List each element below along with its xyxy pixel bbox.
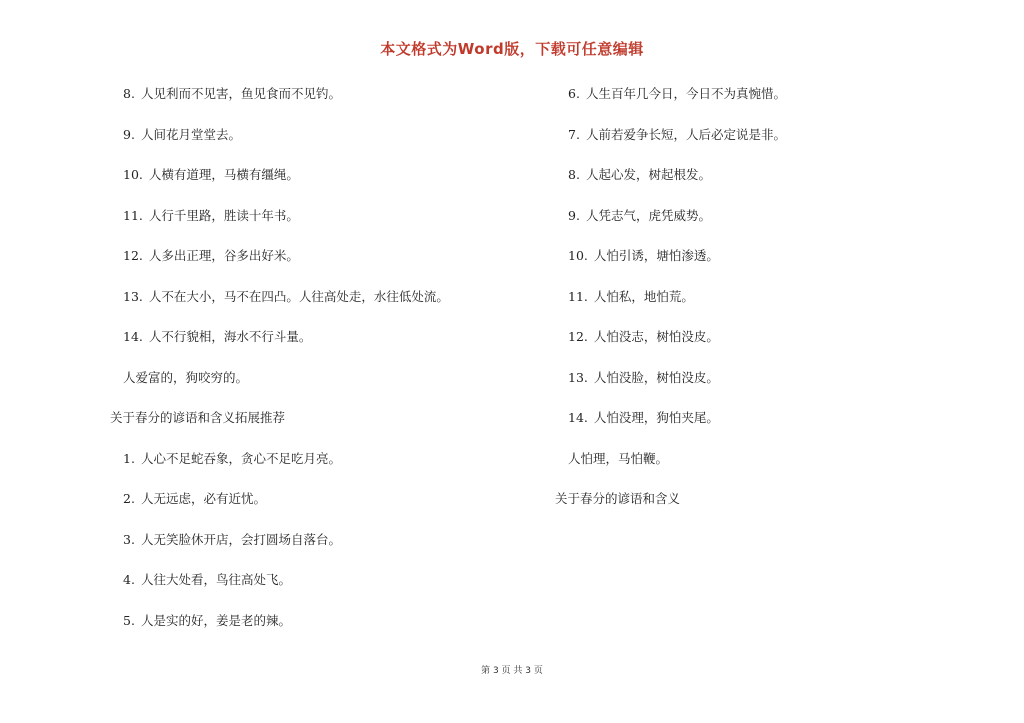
proverb-line — [555, 287, 995, 328]
proverb-text: 人无笑脸休开店，会打圆场自落台。 — [140, 531, 341, 547]
proverb-text: 人前若爱争长短，人后必定说是非。 — [585, 126, 786, 142]
section-heading — [555, 489, 995, 530]
proverb-line — [110, 165, 530, 206]
proverb-text: 人行千里路，胜读十年书。 — [148, 207, 299, 223]
proverb-number: 11. — [568, 288, 588, 304]
proverb-number: 10. — [568, 248, 588, 263]
proverb-number: 1. — [123, 450, 135, 466]
proverb-line — [555, 246, 995, 287]
proverb-line — [555, 449, 995, 490]
proverb-number: 8. — [123, 86, 135, 101]
proverb-line — [110, 84, 530, 125]
proverb-text: 人无远虑，必有近忧。 — [140, 491, 266, 506]
proverb-text: 人爱富的，狗咬穷的。 — [123, 369, 249, 385]
proverb-number: 9. — [568, 207, 580, 223]
section-heading-text: 关于春分的谚语和含义拓展推荐 — [110, 410, 286, 425]
proverb-number: 12. — [568, 329, 588, 344]
proverb-line — [555, 327, 995, 368]
proverb-line — [110, 287, 530, 328]
proverb-text: 人生百年几今日，今日不为真惋惜。 — [585, 86, 786, 101]
left-column — [110, 84, 530, 651]
proverb-text: 人心不足蛇吞象，贪心不足吃月亮。 — [140, 450, 341, 466]
proverb-number: 6. — [568, 86, 580, 101]
proverb-text: 人横有道理，马横有缰绳。 — [148, 167, 299, 182]
right-column — [555, 84, 995, 530]
proverb-number: 5. — [123, 612, 135, 628]
proverb-line — [110, 206, 530, 247]
proverb-text: 人见利而不见害，鱼见食而不见钓。 — [140, 86, 341, 101]
proverb-number: 10. — [123, 167, 143, 182]
proverb-number: 7. — [568, 126, 580, 142]
proverb-text: 人是实的好，姜是老的辣。 — [140, 612, 291, 628]
proverb-number: 8. — [568, 167, 580, 182]
proverb-line — [110, 327, 530, 368]
proverb-number: 14. — [123, 329, 143, 344]
proverb-line — [110, 489, 530, 530]
proverb-text: 人怕理，马怕鞭。 — [568, 450, 669, 466]
proverb-line — [110, 246, 530, 287]
section-heading — [110, 408, 530, 449]
document-header-title: 本文格式为Word版，下载可任意编辑 — [380, 40, 644, 58]
proverb-text: 人怕没志，树怕没皮。 — [593, 329, 719, 344]
proverb-text: 人凭志气，虎凭威势。 — [585, 207, 711, 223]
proverb-text: 人怕没脸，树怕没皮。 — [593, 369, 719, 385]
proverb-text: 人往大处看，鸟往高处飞。 — [140, 572, 291, 587]
proverb-line — [555, 125, 995, 166]
proverb-text: 人多出正理，谷多出好米。 — [148, 248, 299, 263]
proverb-number: 9. — [123, 126, 135, 142]
proverb-text: 人起心发，树起根发。 — [585, 167, 711, 182]
proverb-text: 人不行貌相，海水不行斗量。 — [148, 329, 312, 344]
proverb-line — [555, 408, 995, 449]
proverb-line — [110, 368, 530, 409]
proverb-number: 3. — [123, 531, 135, 547]
proverb-number: 2. — [123, 491, 135, 506]
proverb-text: 人怕私，地怕荒。 — [593, 288, 694, 304]
proverb-text: 人怕没理，狗怕夹尾。 — [593, 410, 719, 425]
proverb-line — [110, 125, 530, 166]
proverb-line — [555, 165, 995, 206]
proverb-line — [555, 84, 995, 125]
proverb-number: 4. — [123, 572, 135, 587]
proverb-line — [555, 206, 995, 247]
section-heading-text: 关于春分的谚语和含义 — [555, 491, 681, 506]
proverb-line — [110, 570, 530, 611]
proverb-line — [110, 530, 530, 571]
proverb-number: 11. — [123, 207, 143, 223]
proverb-line — [110, 611, 530, 652]
proverb-number: 12. — [123, 248, 143, 263]
proverb-number: 14. — [568, 410, 588, 425]
proverb-number: 13. — [123, 288, 143, 304]
proverb-number: 13. — [568, 369, 588, 385]
proverb-line — [110, 449, 530, 490]
proverb-text: 人怕引诱，塘怕渗透。 — [593, 248, 719, 263]
proverb-text: 人不在大小，马不在四凸。人往高处走，水往低处流。 — [148, 288, 449, 304]
page-number-footer: 第 3 页 共 3 页 — [481, 666, 543, 676]
proverb-line — [555, 368, 995, 409]
proverb-text: 人间花月堂堂去。 — [140, 126, 241, 142]
